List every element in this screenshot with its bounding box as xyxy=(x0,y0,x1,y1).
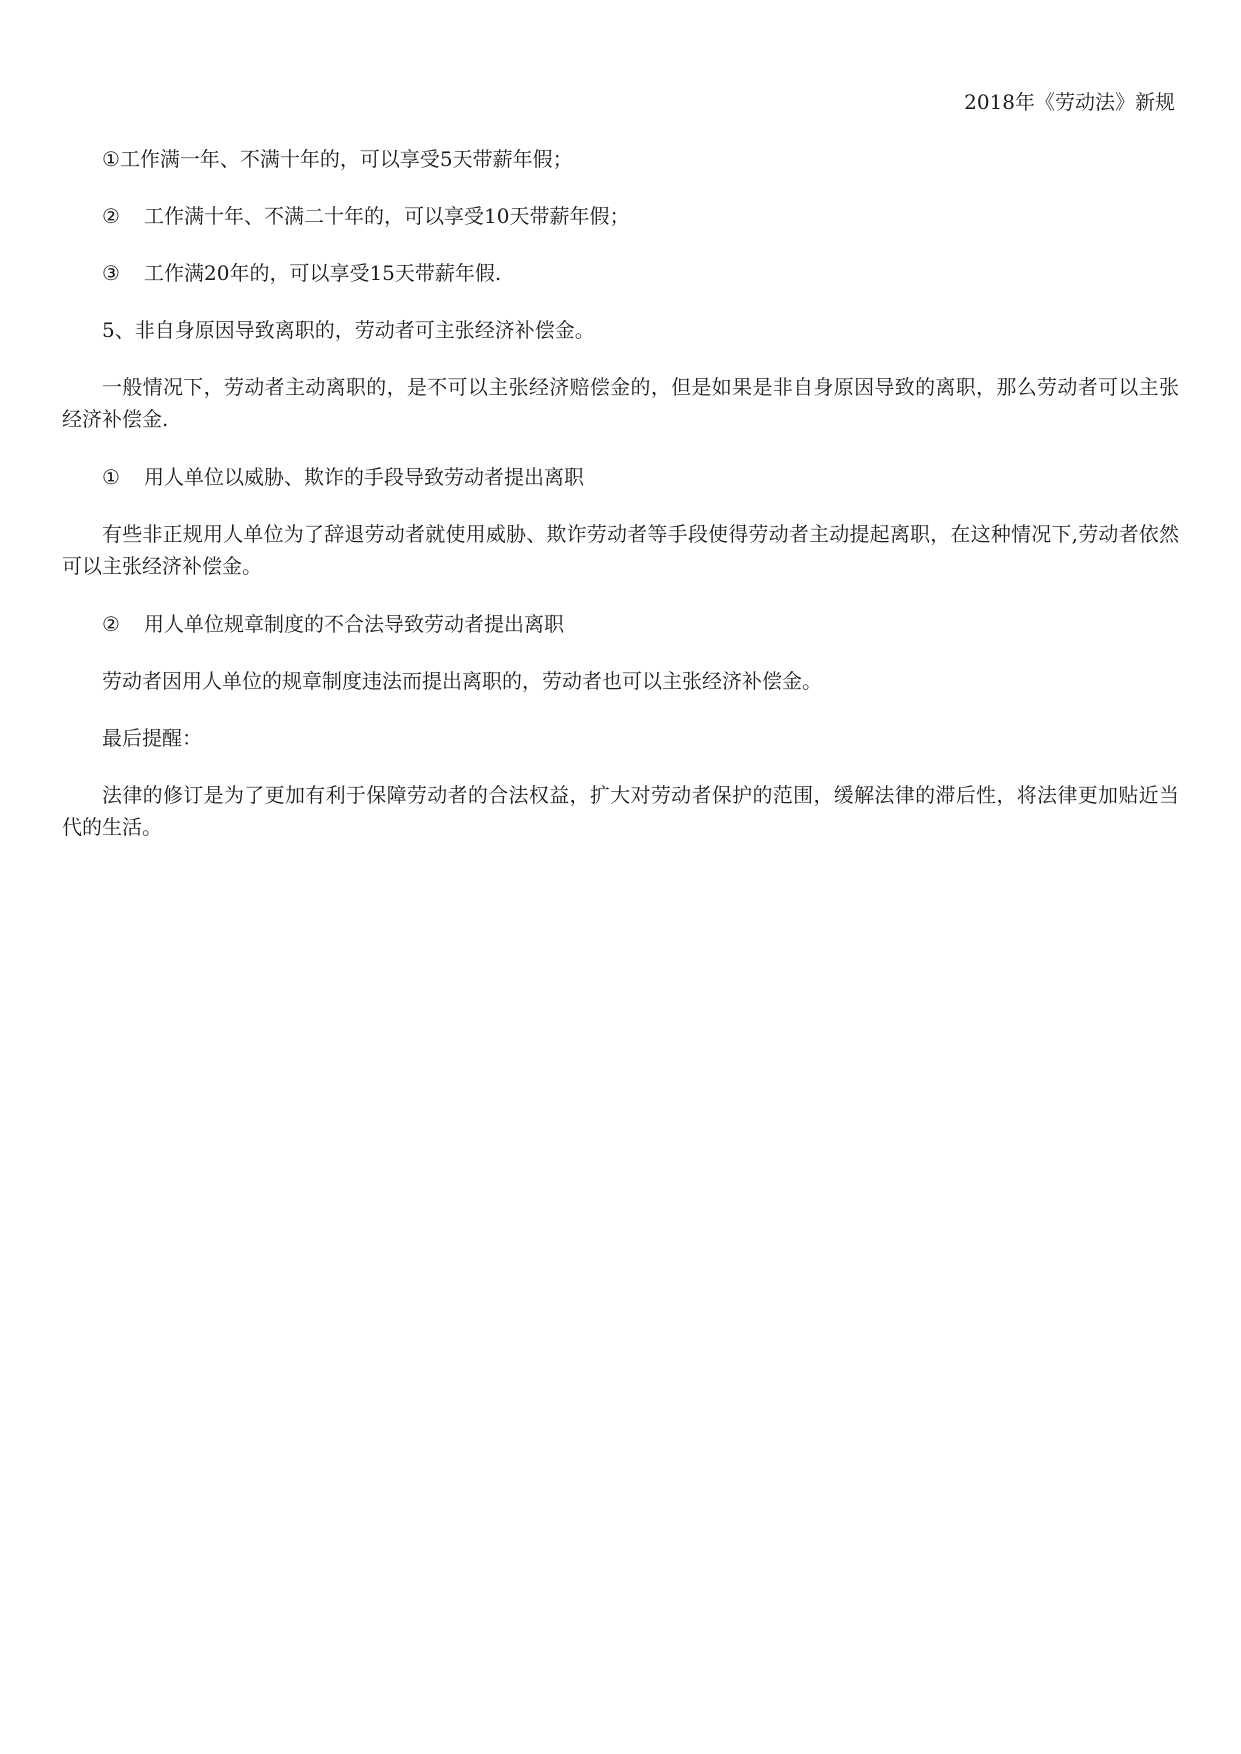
document-body xyxy=(62,143,1179,869)
list-marker: ③ xyxy=(102,261,120,285)
list-item-annual-leave-2 xyxy=(62,200,1179,232)
list-item-text: 用人单位规章制度的不合法导致劳动者提出离职 xyxy=(144,612,564,636)
list-item-annual-leave-3 xyxy=(62,257,1179,289)
list-marker: ② xyxy=(102,204,120,228)
paragraph-illegal-rules-detail: 劳动者因用人单位的规章制度违法而提出离职的，劳动者也可以主张经济补偿金。 xyxy=(102,669,822,693)
page-header-title: 2018年《劳动法》新规 xyxy=(964,90,1175,114)
list-item-text: 工作满一年、不满十年的，可以享受5天带薪年假； xyxy=(119,147,573,171)
paragraph-final-reminder-heading: 最后提醒： xyxy=(102,726,202,750)
paragraph-final-reminder: 法律的修订是为了更加有利于保障劳动者的合法权益，扩大对劳动者保护的范围，缓解法律的滞后性，将法律更加贴近当代的生活。 xyxy=(62,783,1179,839)
paragraph-general-case: 一般情况下，劳动者主动离职的，是不可以主张经济赔偿金的，但是如果是非自身原因导致的离职，那么劳动者可以主张经济补偿金. xyxy=(62,375,1179,431)
list-item-threat-fraud xyxy=(62,461,1179,493)
list-item-text: 工作满十年、不满二十年的，可以享受10天带薪年假； xyxy=(144,204,630,228)
list-item-annual-leave-1 xyxy=(62,143,1179,175)
paragraph-threat-fraud-detail: 有些非正规用人单位为了辞退劳动者就使用威胁、欺诈劳动者等手段使得劳动者主动提起离职，在这种情况下,劳动者依然可以主张经济补偿金。 xyxy=(62,522,1179,578)
list-marker: ① xyxy=(102,465,120,489)
list-item-illegal-rules xyxy=(62,608,1179,640)
list-item-text: 工作满20年的，可以享受15天带薪年假. xyxy=(144,261,502,285)
list-marker: ① xyxy=(102,147,120,171)
list-item-text: 用人单位以威胁、欺诈的手段导致劳动者提出离职 xyxy=(144,465,584,489)
list-marker: ② xyxy=(102,612,120,636)
section-heading-5: 5、非自身原因导致离职的，劳动者可主张经济补偿金。 xyxy=(102,318,595,342)
